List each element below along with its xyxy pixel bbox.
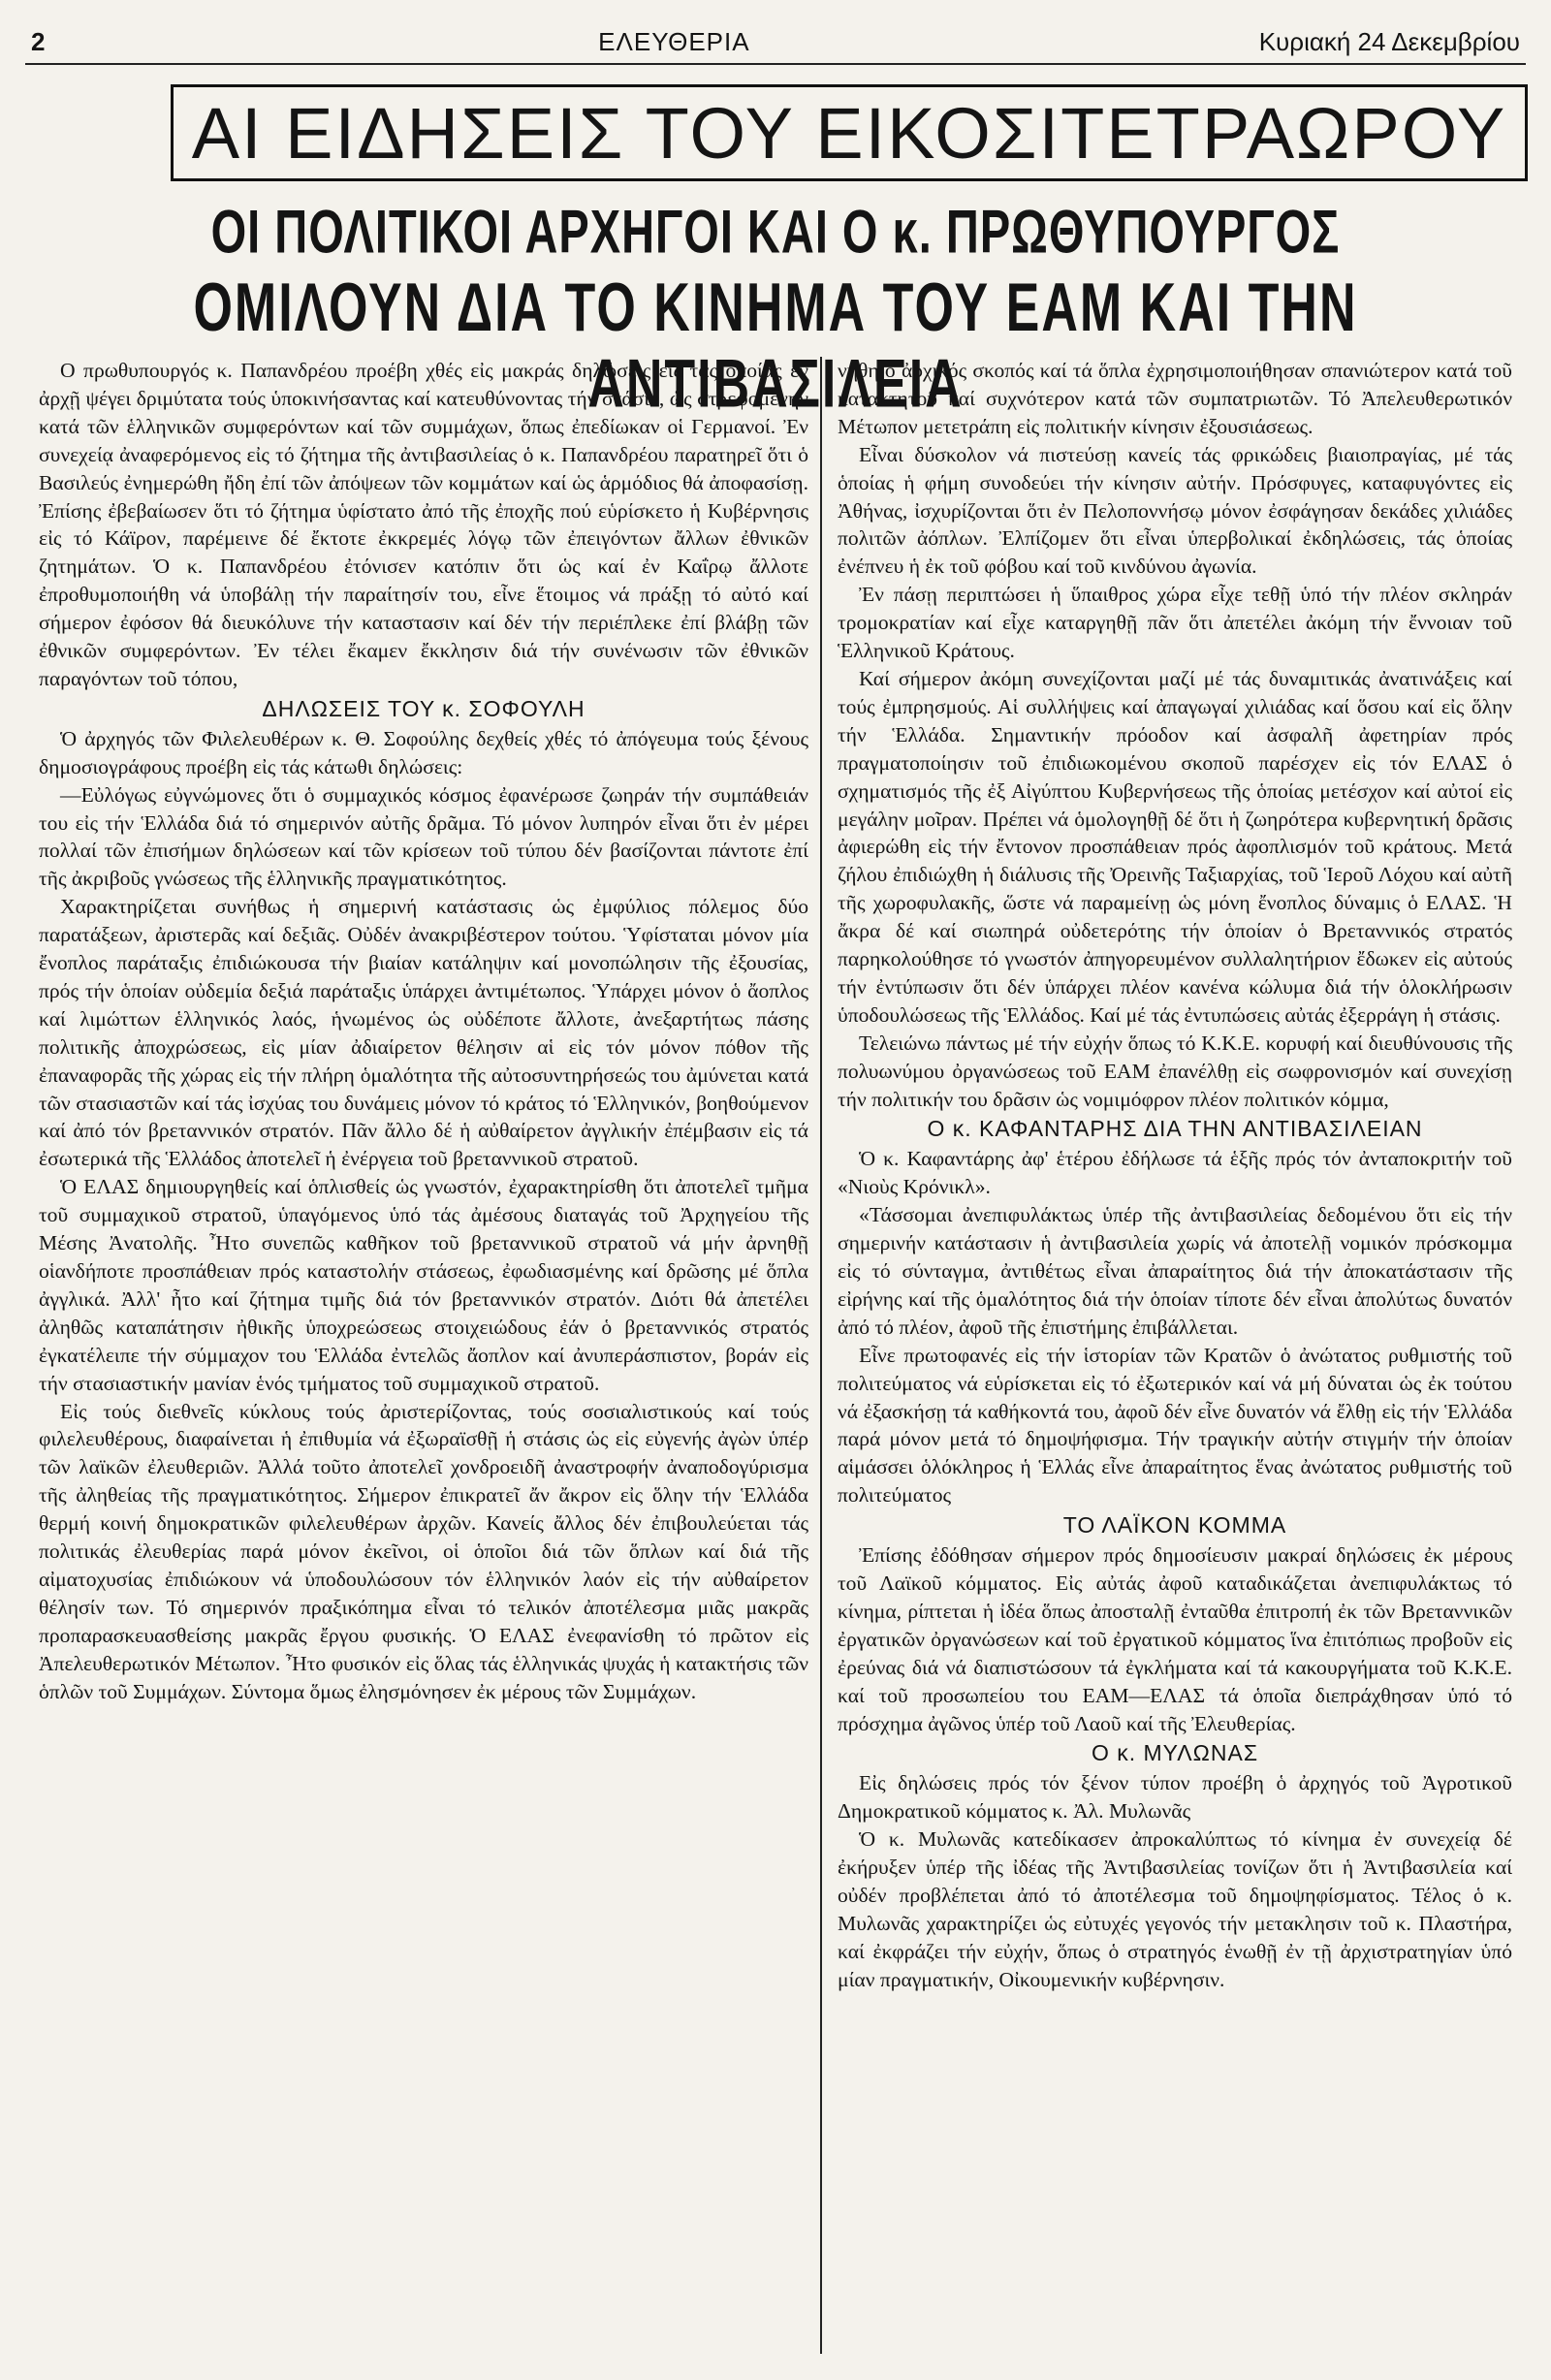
left-column (39, 357, 822, 2354)
article-paragraph: Ο πρωθυπουργός κ. Παπανδρέου προέβη χθές εἰς μακράς δηλώσεις εἰς τάς ὁποίας ἐν ἀρχῇ ψέγει δριμύτατα τούς ὑποκινήσαντας καί κατευθύνοντας τήν στάσιν, ὡς στρεφομένην κατά τῶν ἑλληνικῶν συμφερόντων καί τῶν συμμάχων, ὅπως ἐπεδίωκαν οἱ Γερμανοί. Ἐν συνεχείᾳ ἀναφερόμενος εἰς τό ζήτημα τῆς ἀντιβασιλείας ὁ κ. Παπανδρέου παρατηρεῖ ὅτι ὁ Βασιλεύς ἐνημερώθη ἤδη ἐπί τῶν ἀπόψεων τῶν κομμάτων καί ὡς ἁρμόδιος θά ἀποφασίσῃ. Ἐπίσης ἐβεβαίωσεν ὅτι τό ζήτημα ὑφίστατο ἀπό τῆς ἐποχῆς πού εὑρίσκετο ἡ Κυβέρνησις εἰς τό Κάϊρον, παρέμεινε δέ ἔκτοτε ἐκκρεμές λόγῳ τῶν ἐπειγόντων ἄλλων ἐθνικῶν ζητημάτων. Ὁ κ. Παπανδρέου ἐτόνισεν κατόπιν ὅτι ὡς καί ἐν Καΐρῳ ἄλλοτε ἐπροθυμοποιήθη νά ὑποβάλῃ τήν παραίτησίν του, εἶνε ἕτοιμος νά πράξῃ τό αὐτό καί σήμερον ἐφόσον θά διευκόλυνε τήν καταστασιν καί δέν τήν περιέπλεκε ἐπί βλάβῃ τῶν ἐθνικῶν συμφερόντων. Ἐν τέλει ἔκαμεν ἔκκλησιν διά τήν συνένωσιν τῶν ἐθνικῶν παραγόντων τοῦ τόπου, (39, 359, 808, 690)
article-paragraph: Ὁ ἀρχηγός τῶν Φιλελευθέρων κ. Θ. Σοφούλης δεχθείς χθές τό ἀπόγευμα τούς ξένους δημοσιογράφους προέβη εἰς τάς κάτωθι δηλώσεις: (39, 726, 808, 778)
article-paragraph: Εἰς δηλώσεις πρός τόν ξένον τύπον προέβη ὁ ἀρχηγός τοῦ Ἀγροτικοῦ Δημοκρατικοῦ κόμματος κ. Ἀλ. Μυλωνᾶς (838, 1771, 1512, 1824)
article-paragraph: Τελειώνω πάντως μέ τήν εὐχήν ὅπως τό Κ.Κ.Ε. κορυφή καί διευθύνουσις τῆς πολυωνύμου ὀργανώσεως τοῦ ΕΑΜ ἐπανέλθῃ εἰς σωφρονισμόν καί συνεχίσῃ τήν πολιτικήν του δρᾶσιν ὡς νομιμόφρον πλέον πολιτικόν κόμμα, (838, 1031, 1512, 1111)
article-paragraph: Ὁ κ. Καφαντάρης ἀφ' ἑτέρου ἐδήλωσε τά ἑξῆς πρός τόν ἀνταποκριτήν τοῦ «Νιοὺς Κρόνικλ». (838, 1147, 1512, 1199)
issue-date: Κυριακή 24 Δεκεμβρίου (1258, 27, 1520, 56)
article-paragraph: Ἐπίσης ἐδόθησαν σήμερον πρός δημοσίευσιν μακραί δηλώσεις ἐκ μέρους τοῦ Λαϊκοῦ κόμματος. Εἰς αὐτάς ἀφοῦ καταδικάζεται ἀνεπιφυλάκτως τό κίνημα, ρίπτεται ἡ ἰδέα ὅπως ἀποσταλῇ ἐνταῦθα ἐπιτροπή ἐκ τῶν Βρεταννικῶν ἐργατικῶν ὀργανώσεων καί τοῦ ἐργατικοῦ κόμματος ἵνα ἐπιτόπιως προβοῦν εἰς ἐρεύνας διά νά διαπιστώσουν τά ἐγκλήματα καί τά κακουργήματα τοῦ Κ.Κ.Ε. καί τοῦ προσωπείου του ΕΑΜ—ΕΛΑΣ τά ὁποῖα διεπράχθησαν ὑπό τό πρόσχημα ἀγῶνος ὑπέρ τοῦ Λαοῦ καί τῆς Ἐλευθερίας. (838, 1543, 1512, 1735)
article-paragraph: «Τάσσομαι ἀνεπιφυλάκτως ὑπέρ τῆς ἀντιβασιλείας δεδομένου ὅτι εἰς τήν σημερινήν κατάστασιν ἡ ἀντιβασιλεία χωρίς νά ἀποτελῇ νομικόν πρόσκομμα εἰς τό σύνταγμα, ἀντιθέτως εἶναι ἀπαραίτητος διά τήν ἀποκατάστασιν τῆς εἰρήνης καί τῆς ὁμαλότητος διά τήν ὁποίαν τίποτε δέν εἶναι ἀπολύτως δυνατόν ἀπό τό πλέον, ἀφοῦ τῆς ἐπιστήμης ἐπιβάλλεται. (838, 1203, 1512, 1339)
headline-line-1: ΟΙ ΠΟΛΙΤΙΚΟΙ ΑΡΧΗΓΟΙ ΚΑΙ Ο κ. ΠΡΩΘΥΠΟΥΡΓΟΣ (210, 196, 1341, 266)
page-header (25, 27, 1526, 65)
newspaper-name: ΕΛΕΥΘΕΡΙΑ (598, 27, 750, 56)
article-paragraph: Ὁ ΕΛΑΣ δημιουργηθείς καί ὁπλισθείς ὡς γνωστόν, ἐχαρακτηρίσθη ὅτι ἀποτελεῖ τμῆμα τοῦ συμμαχικοῦ στρατοῦ, ὑπαγόμενος ὑπό τάς ἀμέσους διαταγάς τοῦ Ἀρχηγείου τῆς Μέσης Ἀνατολῆς. Ἦτο συνεπῶς καθῆκον τοῦ βρεταννικοῦ στρατοῦ νά μήν ἀρνηθῇ οἱανδήποτε προσπάθειαν πρός καταστολήν στάσεως, ἐφωδιασμένης καί δρῶσης μέ ὅπλα ἀγγλικά. Ἀλλ' ἦτο καί ζήτημα τιμῆς διά τόν βρεταννικόν στρατόν. Διότι θά ἀπετέλει ἀληθῶς καταπάτησιν ἠθικῆς ὑποχρεώσεως στοιχειώδους ἐάν ὁ βρεταννικός στρατός ἐγκατέλειπε τήν σύμμαχον του Ἑλλάδα ἐντελῶς ἄοπλον καί ἀνυπεράσπιστον, βοράν εἰς τήν στασιαστικήν μανίαν ἑνός τμήματος τοῦ συμμαχικοῦ στρατοῦ. (39, 1175, 808, 1395)
page-number: 2 (31, 27, 46, 56)
article-paragraph: Εἰς τούς διεθνεῖς κύκλους τούς ἀριστερίζοντας, τούς σοσιαλιστικούς καί τούς φιλελευθέρους, διαφαίνεται ἡ ἐπιθυμία νά ἐξωραϊσθῇ ἡ στάσις ὡς εἰς εὐγενής ἀγὼν ὑπέρ τῶν λαϊκῶν ἐλευθεριῶν. Ἀλλά τοῦτο ἀποτελεῖ χονδροειδῆ ἀναστροφήν ἀναποδογύρισμα τῆς ἀληθείας τῆς πραγματικότητος. Σήμερον ἐπικρατεῖ ἄν ἄκρον εἰς ὅλην τήν Ἑλλάδα θερμή κοινή δημοκρατικῶν φιλελευθέρων ἀρχῶν. Κανείς ἄλλος δέν ἐπιβουλεύεται τάς πολιτικάς ἐλευθερίας παρά μόνον ἐκεῖνοι, οἱ ὁποῖοι διά τῶν ὅπλων καί διά τῆς αἰματοχυσίας ἐπιδιώκουν νά ὑποδουλώσουν τόν ἑλληνικόν λαόν εἰς τήν αὐθαίρετον θέλησίν των. Τό σημερινόν πραξικόπημα εἶναι τό τελικόν ἀποτέλεσμα μιᾶς μακρᾶς προπαρασκευασθείσης μακρᾶς ἔργου φυσικής. Ὁ ΕΛΑΣ ἐνεφανίσθη τό πρῶτον εἰς Ἀπελευθερωτικόν Μέτωπον. Ἦτο φυσικόν εἰς ὅλας τάς ἑλληνικάς ψυχάς ἡ κατακτήσις τῶν ὁπλῶν τοῦ Συμμάχων. Σύντομα ὅμως ἐλησμόνησεν ἐκ μέρους τῶν Συμμάχων. (39, 1399, 808, 1703)
headline-line-2: ΟΜΙΛΟΥΝ ΔΙΑ ΤΟ ΚΙΝΗΜΑ ΤΟΥ ΕΑΜ ΚΑΙ ΤΗΝ ΑΝΤΙΒΑΣΙΛΕΙΑ (193, 270, 1358, 423)
section-banner: ΑΙ ΕΙΔΗΣΕΙΣ ΤΟΥ ΕΙΚΟΣΙΤΕΤΡΑΩΡΟΥ (171, 84, 1528, 181)
right-column (822, 357, 1512, 2354)
article-paragraph: Καί σήμερον ἀκόμη συνεχίζονται μαζί μέ τάς δυναμιτικάς ἀνατινάξεις καί τούς ἐμπρησμούς. Αἱ συλλήψεις καί ἀπαγωγαί χιλιάδας καί ὅσου καί εἰς ὅλην τήν Ἑλλάδα. Σημαντικήν πρόοδον καί ἀσφαλῆ ἀφετηρίαν πρός πραγματοποίησιν τοῦ ἐπιδιωκομένου σκοποῦ παρέσχεν εἰς τόν ΕΛΑΣ ὁ σχηματισμός τῆς ἐξ Αἰγύπτου Κυβερνήσεως τῆς ὁποίας μετέσχον καί αὐτοί εἰς μεγάλην μοῖραν. Πρέπει νά ὁμολογηθῇ δέ ὅτι ἡ ζωηρότερα κυβερνητική δρᾶσις ἀφιερώθη εἰς τήν ἔντονον προσπάθειαν πρός ἀφοπλισμόν τοῦ κράτους. Μετά ζήλου ἐπιδιώχθη ἡ διάλυσις τῆς Ὀρεινῆς Ταξιαρχίας, τοῦ Ἱεροῦ Λόχου καί αὐτῆ τῆς χωροφυλακῆς, ὥστε νά παραμείνῃ ὡς μόνη ἔνοπλος δύναμις ὁ ΕΛΑΣ. Ἡ ἄκρα δέ καί σιωπηρά οὐδετερότης τήν ὁποίαν ὁ Βρεταννικός στρατός παρηκολούθησε τό γνωστόν ἀπηγορευμένον συλλαλητήριον ἔδωκεν εἰς αὐτούς τήν ἐντύπωσιν ὅτι δέν ὑπάρχει πλέον κανένα κώλυμα διά τήν ὁλοκλήρωσιν ὑποδουλώσεως τῆς Ἑλλάδος. Καί μέ τάς ἐντυπώσεις αὐτάς ἐξερράγη ἡ στάσις. (838, 666, 1512, 1027)
article-paragraph: νήθη ὁ ἀρχικός σκοπός καί τά ὅπλα ἐχρησιμοποιήθησαν σπανιώτερον κατά τοῦ κατακτητοῦ καί συχνότερον κατά τῶν συμπατριωτῶν. Τό Ἀπελευθερωτικόν Μέτωπον μετετράπη εἰς πολιτικήν κίνησιν ἐξουσιάσεως. (838, 359, 1512, 438)
subheading: ΔΗΛΩΣΕΙΣ ΤΟΥ κ. ΣΟΦΟΥΛΗ (262, 695, 586, 721)
article-paragraph: Εἶνε πρωτοφανές εἰς τήν ἱστορίαν τῶν Κρατῶν ὁ ἀνώτατος ρυθμιστής τοῦ πολιτεύματος νά εὑρίσκεται εἰς τό ἐξωτερικόν καί νά μή δύναται ὡς ἐκ τούτου νά ἐξασκήσῃ τά καθήκοντά του, ἀφοῦ δέν εἶνε δυνατόν νά ἔλθῃ εἰς τήν Ἑλλάδα παρά μόνον μετά τό δημοψήφισμα. Τήν τραγικήν αὐτήν στιγμήν τήν ὁποίαν αἱμάσσει ὁλόκληρος ἡ Ἑλλάς εἶνε ἀπαραίτητος ἕνας ἀνώτατος ρυθμιστής τοῦ πολιτεύματος (838, 1343, 1512, 1507)
article-paragraph: Ἐν πάσῃ περιπτώσει ἡ ὕπαιθρος χώρα εἶχε τεθῇ ὑπό τήν πλέον σκληράν τρομοκρατίαν καί εἶχε καταργηθῇ πᾶν ὅτι ἀπετέλει ἀκόμη τήν ἔννοιαν τοῦ Ἑλληνικοῦ Κράτους. (838, 583, 1512, 663)
subheading: ΤΟ ΛΑΪΚΟΝ ΚΟΜΜΑ (1062, 1512, 1287, 1539)
article-paragraph: —Εὐλόγως εὐγνώμονες ὅτι ὁ συμμαχικός κόσμος ἐφανέρωσε ζωηράν τήν συμπάθειάν του εἰς τήν Ἑλλάδα διά τό σημερινόν αὐτῆς δρᾶμα. Τό μόνον λυπηρόν εἶναι ὅτι ἐν μέρει πολλαί τῶν ἐπισήμων δηλώσεων καί τῶν κρίσεων τοῦ τύπου δέν βασίζονται πάντοτε ἐπί τῆς ἀκριβοῦς γνώσεως τῆς ἑλληνικῆς πραγματικότητος. (39, 782, 808, 891)
article-paragraph: Ὁ κ. Μυλωνᾶς κατεδίκασεν ἀπροκαλύπτως τό κίνημα ἐν συνεχείᾳ δέ ἐκήρυξεν ὑπέρ τῆς ἰδέας τῆς Ἀντιβασιλείας τονίζων ὅτι ἡ Ἀντιβασιλεία καί οὐδέν προβλέπεται ἀπό τό ἀποτέλεσμα τοῦ δημοψηφίσματος. Τέλος ὁ κ. Μυλωνᾶς χαρακτηρίζει ὡς εὐτυχές γεγονός τήν μετακλησιν τοῦ κ. Πλαστήρα, καί ἐκφράζει τήν εὐχήν, ὅπως ὁ στρατηγός ἑνωθῇ ἐν τῇ ἀρχιστρατηγίαν ὑπό μίαν πραγματικήν, Οἰκουμενικήν κυβέρνησιν. (838, 1827, 1512, 1991)
article-paragraph: Εἶναι δύσκολον νά πιστεύσῃ κανείς τάς φρικώδεις βιαιοπραγίας, μέ τάς ὁποίας ἡ φήμη συνοδεύει τήν κίνησιν αὐτήν. Πρόσφυγες, καταφυγόντες εἰς Ἀθήνας, ἰσχυρίζονται ὅτι ἐν Πελοποννήσῳ μόνον ἐσφάγησαν δεκάδες χιλιάδες πολιτῶν ἀόπλων. Ἐλπίζομεν ὅτι εἶναι ὑπερβολικαί ἐκδηλώσεις, τάς ὁποίας ἐνέπνευ ἡ ἐκ τοῦ φόβου καί τοῦ κινδύνου ἀγωνία. (838, 442, 1512, 579)
article-columns (39, 357, 1512, 2354)
subheading: Ο κ. ΚΑΦΑΝΤΑΡΗΣ ΔΙΑ ΤΗΝ ΑΝΤΙΒΑΣΙΛΕΙΑΝ (927, 1116, 1423, 1142)
subheading: Ο κ. ΜΥΛΩΝΑΣ (1091, 1740, 1259, 1766)
article-paragraph: Χαρακτηρίζεται συνήθως ἡ σημερινή κατάστασις ὡς ἐμφύλιος πόλεμος δύο παρατάξεων, ἀριστερᾶς καί δεξιᾶς. Οὐδέν ἀνακριβέστερον τούτου. Ὑφίσταται μόνον μία ἔνοπλος παράταξις ἐπιδιώκουσα τήν βιαίαν κατάληψιν καί μονοπώλησιν τῆς ἐξουσίας, πρός τήν ὁποίαν οὐδεμία δεξιά παράταξις ὑπάρχει ἀντιμέτωπος. Ὑπάρχει μόνον ὁ ἄοπλος καί λιμώττων ἑλληνικός λαός, ἡνωμένος ὡς οὐδέποτε ἄλλοτε, ἀνεξαρτήτως πάσης πολιτικῆς ἀποχρώσεως, εἰς μίαν ἀδιαίρετον θέλησιν αἱ εἰς τόν μόνον πόθον τῆς ἐπαναφορᾶς τῆς χώρας εἰς τήν πλήρη ὁμαλότητα τῆς αὐτοσυντηρήσεώς του ἀμύνεται κατά τῶν στασιαστῶν καί τάς ἰσχύας του δυνάμεις μόνον τό κράτος τό Ἑλληνικόν, βοηθούμενον καί ἀπό τόν βρεταννικόν στρατόν. Πᾶν ἄλλο δέ ἡ αὐθαίρετον ἀγγλικήν ἐπέμβασιν εἰς τά ἐσωτερικά τῆς Ἑλλάδος ἀποτελεῖ ἡ ἐνέργεια τοῦ βρεταννικοῦ στρατοῦ. (39, 895, 808, 1171)
